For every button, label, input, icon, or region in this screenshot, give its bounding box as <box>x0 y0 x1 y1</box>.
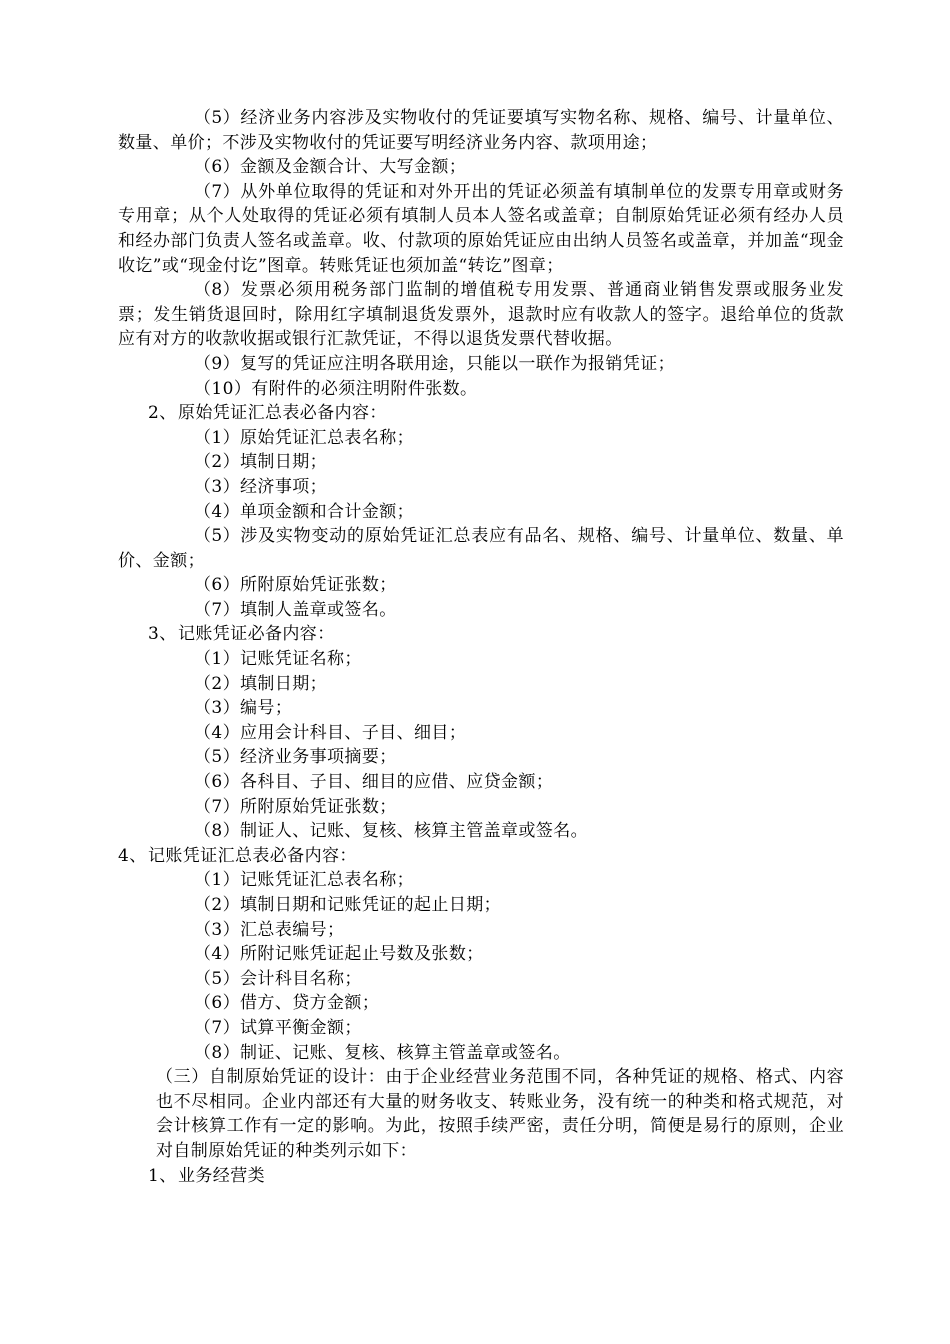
paragraph-item-6 <box>118 155 844 180</box>
list-item <box>118 598 844 623</box>
item-text: 从外单位取得的凭证和对外开出的凭证必须盖有填制单位的发票专用章或财务专用章；从个人处取得的凭证必须有填制人员本人签名或盖章；自制原始凭证必须有经办人员和经办部门负责人签名或盖章。收、付款项的原始凭证应由出纳人员签名或盖章，并加盖“现金收讫”或“现金付讫”图章。转账凭证也须加盖“转讫”图章； <box>118 181 844 276</box>
section-number: 1、 <box>148 1165 177 1186</box>
item-text: 涉及实物变动的原始凭证汇总表应有品名、规格、编号、计量单位、数量、单价、金额； <box>118 526 844 571</box>
item-number: （7） <box>194 1017 241 1038</box>
item-number: （8） <box>194 1042 241 1063</box>
item-text: 有附件的必须注明附件张数。 <box>251 378 478 399</box>
item-text: 编号； <box>240 698 293 719</box>
item-number: （1） <box>194 870 241 891</box>
item-number: （3） <box>194 476 241 497</box>
item-text: 记账凭证名称； <box>240 649 362 670</box>
section-heading-4 <box>118 844 844 869</box>
item-number: （4） <box>194 722 241 743</box>
list-item <box>118 991 844 1016</box>
list-item <box>118 819 844 844</box>
item-text: 汇总表编号； <box>240 919 345 940</box>
item-text: 原始凭证汇总表名称； <box>240 427 415 448</box>
section-title: 记账凭证必备内容： <box>178 624 335 645</box>
section-heading-1 <box>118 1164 844 1189</box>
item-number: （1） <box>194 649 241 670</box>
item-number: （6） <box>194 575 241 596</box>
item-text: 复写的凭证应注明各联用途，只能以一联作为报销凭证； <box>240 353 676 374</box>
item-text: 所附记账凭证起止号数及张数； <box>240 944 484 965</box>
list-item <box>118 1016 844 1041</box>
item-text: 记账凭证汇总表名称； <box>240 870 415 891</box>
item-text: 会计科目名称； <box>240 968 362 989</box>
list-item <box>118 770 844 795</box>
list-item <box>118 524 844 573</box>
item-number: （4） <box>194 501 241 522</box>
list-item <box>118 967 844 992</box>
list-item <box>118 795 844 820</box>
item-text: 填制日期； <box>240 452 328 473</box>
list-item <box>118 500 844 525</box>
paragraph-text: （三）自制原始凭证的设计：由于企业经营业务范围不同，各种凭证的规格、格式、内容也不尽相同。企业内部还有大量的财务收支、转账业务，没有统一的种类和格式规范，对会计核算工作有一定的影响。为此，按照手续严密，责任分明，简便是易行的原则，企业对自制原始凭证的种类列示如下： <box>156 1067 844 1161</box>
section-heading-3 <box>118 622 844 647</box>
item-text: 填制日期和记账凭证的起止日期； <box>240 895 502 915</box>
item-text: 经济事项； <box>240 476 328 497</box>
item-number: （8） <box>194 821 241 842</box>
item-number: （10） <box>194 378 252 399</box>
list-item <box>118 942 844 967</box>
paragraph-item-5 <box>118 106 844 155</box>
item-number: （9） <box>194 353 241 374</box>
item-number: （2） <box>194 452 241 473</box>
list-item <box>118 426 844 451</box>
item-number: （3） <box>194 919 241 940</box>
list-item <box>118 450 844 475</box>
item-number: （6） <box>194 993 241 1014</box>
list-item <box>118 573 844 598</box>
list-item <box>118 893 844 918</box>
section-number: 4、 <box>118 845 147 866</box>
item-number: （1） <box>194 427 241 448</box>
paragraph-item-8 <box>118 278 844 352</box>
item-text: 试算平衡金额； <box>240 1017 362 1038</box>
item-number: （5） <box>194 968 241 989</box>
item-text: 制证、记账、复核、核算主管盖章或签名。 <box>240 1042 571 1063</box>
item-text: 经济业务内容涉及实物收付的凭证要填写实物名称、规格、编号、计量单位、数量、单价；不涉及实物收付的凭证要写明经济业务内容、款项用途； <box>118 108 844 153</box>
section-title: 原始凭证汇总表必备内容： <box>178 403 387 424</box>
item-number: （6） <box>194 157 241 178</box>
list-item <box>118 672 844 697</box>
paragraph-item-9 <box>118 352 844 377</box>
list-item <box>118 696 844 721</box>
item-text: 单项金额和合计金额； <box>240 501 415 522</box>
item-number: （5） <box>194 108 241 128</box>
body-paragraph-self-made-vouchers <box>118 1065 844 1163</box>
paragraph-item-10 <box>118 377 844 402</box>
item-text: 制证人、记账、复核、核算主管盖章或签名。 <box>240 821 589 842</box>
list-item <box>118 868 844 893</box>
item-text: 经济业务事项摘要； <box>240 747 397 768</box>
list-item <box>118 647 844 672</box>
item-number: （2） <box>194 673 241 694</box>
item-text: 所附原始凭证张数； <box>240 796 397 817</box>
item-number: （2） <box>194 895 241 915</box>
list-item <box>118 918 844 943</box>
item-number: （3） <box>194 698 241 719</box>
item-number: （5） <box>194 747 241 768</box>
item-number: （6） <box>194 772 241 793</box>
item-text: 各科目、子目、细目的应借、应贷金额； <box>240 772 554 793</box>
item-number: （8） <box>194 280 241 301</box>
item-number: （5） <box>194 526 241 547</box>
item-number: （7） <box>194 796 241 817</box>
item-number: （4） <box>194 944 241 965</box>
paragraph-item-7 <box>118 180 844 278</box>
section-number: 2、 <box>148 403 177 424</box>
item-number: （7） <box>194 181 241 202</box>
list-item <box>118 721 844 746</box>
section-number: 3、 <box>148 624 177 645</box>
item-text: 应用会计科目、子目、细目； <box>240 722 467 743</box>
item-text: 金额及金额合计、大写金额； <box>240 157 467 178</box>
list-item <box>118 1041 844 1066</box>
list-item <box>118 475 844 500</box>
item-number: （7） <box>194 599 241 620</box>
item-text: 借方、贷方金额； <box>240 993 380 1014</box>
section-title: 记账凭证汇总表必备内容： <box>148 845 357 866</box>
section-heading-2 <box>118 401 844 426</box>
document-body <box>118 106 844 1188</box>
list-item <box>118 745 844 770</box>
item-text: 所附原始凭证张数； <box>240 575 397 596</box>
section-title: 业务经营类 <box>178 1165 265 1186</box>
item-text: 填制日期； <box>240 673 328 694</box>
item-text: 发票必须用税务部门监制的增值税专用发票、普通商业销售发票或服务业发票；发生销货退回时，除用红字填制退货发票外，退款时应有收款人的签字。退给单位的货款应有对方的收款收据或银行汇款凭证，不得以退货发票代替收据。 <box>118 280 844 350</box>
item-text: 填制人盖章或签名。 <box>240 599 397 620</box>
